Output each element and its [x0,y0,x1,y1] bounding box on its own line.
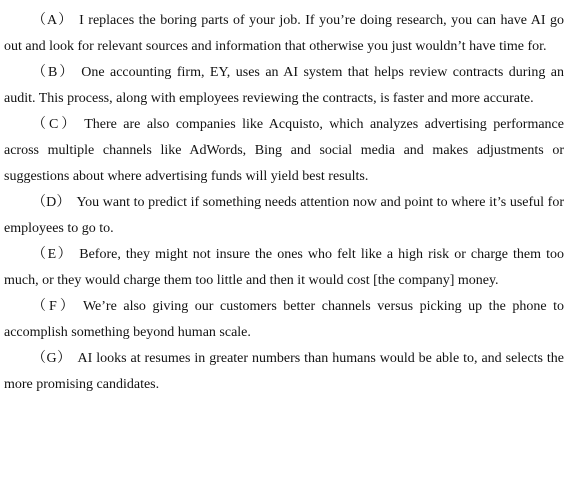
paragraph-text: We’re also giving our customers better channels versus picking up the phone to accomplish something beyond human scale. [4,299,564,340]
paragraph-a [4,8,564,60]
paragraph-marker: （E） [32,247,74,262]
paragraph-text: Before, they might not insure the ones who felt like a high risk or charge them too much, or they would charge them too little and then it would cost [the company] money. [4,247,564,288]
paragraph-c [4,112,564,190]
paragraph-text: There are also companies like Acquisto, which analyzes advertising performance across multiple channels like AdWords, Bing and social media and makes adjustments or suggestions about where advertising funds will yield best results. [4,117,564,184]
paragraph-marker: （A） [32,13,74,28]
paragraph-text: You want to predict if something needs attention now and point to where it’s useful for employees to go to. [4,195,564,236]
paragraph-marker: （C） [32,117,79,132]
paragraph-f [4,294,564,346]
document-body [4,8,564,398]
paragraph-marker: （D） [32,195,71,210]
paragraph-text: I replaces the boring parts of your job. If you’re doing research, you can have AI go out and look for relevant sources and information that otherwise you just wouldn’t have time for. [4,13,564,54]
paragraph-marker: （G） [32,351,72,366]
paragraph-marker: （F） [32,299,77,314]
paragraph-text: AI looks at resumes in greater numbers than humans would be able to, and selects the more promising candidates. [4,351,564,392]
paragraph-marker: （B） [32,65,76,80]
paragraph-b [4,60,564,112]
paragraph-g [4,346,564,398]
paragraph-d [4,190,564,242]
paragraph-e [4,242,564,294]
paragraph-text: One accounting firm, EY, uses an AI system that helps review contracts during an audit. This process, along with employees reviewing the contracts, is faster and more accurate. [4,65,564,106]
